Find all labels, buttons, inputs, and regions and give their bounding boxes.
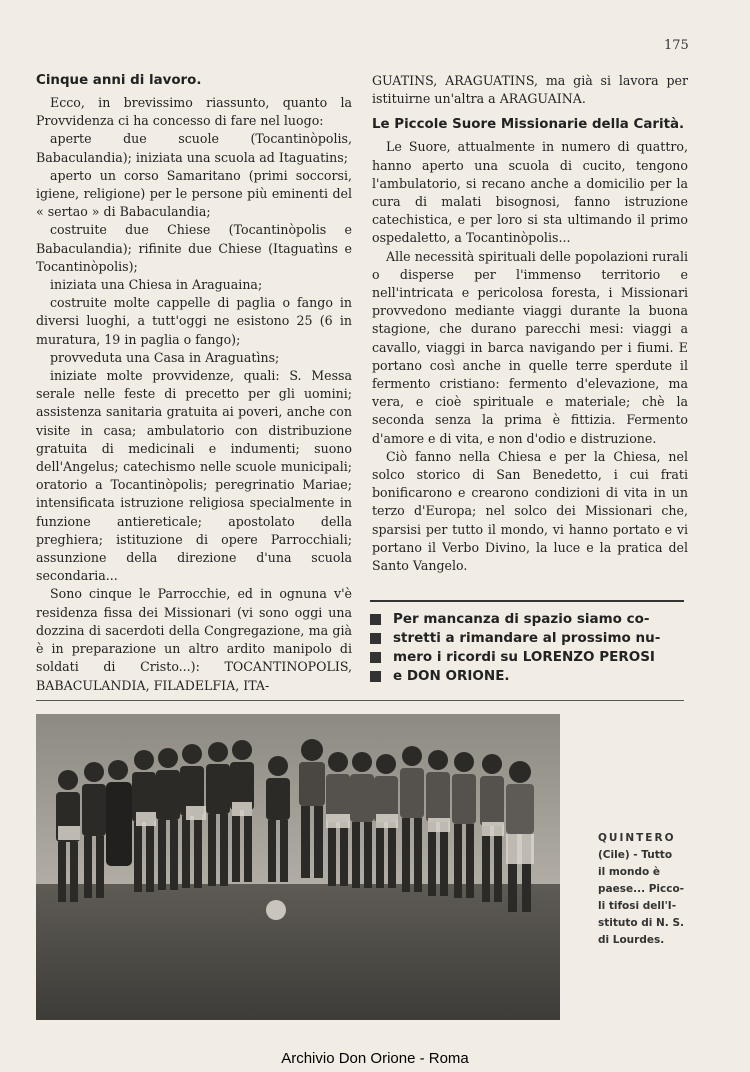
photo-top-rule	[36, 700, 684, 701]
paragraph-continuation: GUATINS, ARAGUATINS, ma già si lavora per istituirne un'altra a ARAGUAINA.	[372, 73, 688, 107]
paragraph: costruite due Chiese (Tocantinòpolis e Babaculandia); rifinite due Chiese (Itaguatìns e Tocantinòpolis);	[36, 222, 352, 274]
square-bullet-icon	[370, 633, 381, 644]
notice-text: e DON ORIONE.	[393, 668, 510, 684]
notice-line	[370, 629, 684, 648]
group-photo	[36, 714, 560, 1020]
caption-line: paese... Picco-	[598, 883, 685, 895]
paragraph: aperto un corso Samaritano (primi soccorsi, igiene, religione) per le persone più eminenti del « sertao » di Babaculandia;	[36, 167, 352, 220]
caption-place: QUINTERO	[598, 832, 676, 844]
square-bullet-icon	[370, 671, 381, 682]
paragraph: costruite molte cappelle di paglia o fango in diversi luoghi, a tutt'oggi ne esistono 25 (6 in muratura, 19 in paglia o fango);	[36, 295, 352, 347]
paragraph: Sono cinque le Parrocchie, ed in ognuna v'è residenza fissa dei Missionari (vi sono oggi una dozzina di sacerdoti della Congregazione, ma già è in preparazione un altro ardito manipolo di soldati di Cristo...): TOCANTINOPOLIS, BABACULANDIA, FILADELFIA, ITA-	[36, 586, 352, 693]
notice-text: mero i ricordi su LORENZO PEROSI	[393, 649, 655, 665]
football	[266, 900, 286, 920]
archive-footer: Archivio Don Orione - Roma	[281, 1050, 469, 1067]
paragraph: Ciò fanno nella Chiesa e per la Chiesa, nel solco storico di San Benedetto, i cui frati bonificarono e crearono condizioni di vita in un terzo d'Europa; nel solco dei Missionari che, sparsisi per tutto il mondo, vi hanno portato e vi portano il Verbo Divino, la luce e la pratica del Santo Vangelo.	[372, 448, 688, 574]
caption-line: stituto di N. S.	[598, 917, 685, 929]
paragraph: iniziata una Chiesa in Araguaina;	[50, 277, 263, 293]
paragraph: Ecco, in brevissimo riassunto, quanto la Provvidenza ci ha concesso di fare nel luogo:	[36, 95, 352, 129]
paragraph: iniziate molte provvidenze, quali: S. Messa serale nelle feste di precetto per gli uomini; assistenza sanitaria gratuita ai poveri, anche con visite in casa; ambulatorio con distribuzione gratuita di medicinali e indumenti; suono dell'Angelus; catechismo nelle scuole municipali; oratorio a Tocantinòpolis; peregrinatio Mariae; intensificata istruzione religiosa specialmente in funzione antiereticale; apostolato della preghiera; istituzione di opere Parrocchiali; assunzione della direzione d'una scuola secondaria...	[36, 368, 352, 584]
section-heading-cinque-anni: Cinque anni di lavoro.	[36, 73, 202, 88]
paragraph: provveduta una Casa in Araguatìns;	[50, 349, 280, 365]
paragraph: aperte due scuole (Tocantinòpolis, Babaculandia); iniziata una scuola ad Itaguatins;	[36, 131, 352, 165]
notice-top-rule	[370, 600, 684, 602]
notice-box	[370, 610, 684, 686]
caption-line: di Lourdes.	[598, 934, 665, 946]
paragraph: Le Suore, attualmente in numero di quattro, hanno aperto una scuola di cucito, tengono l'ambulatorio, si recano anche a domicilio per la cura di malati bisognosi, fanno istruzione catechistica, e per loro si sta ultimando il primo ospedaletto, a Tocantinòpolis...	[372, 139, 688, 246]
notice-line	[370, 648, 684, 667]
caption-line: (Cile) - Tutto	[598, 849, 673, 861]
caption-line: li tifosi dell'I-	[598, 900, 677, 912]
square-bullet-icon	[370, 652, 381, 663]
caption-line: il mondo è	[598, 866, 660, 878]
notice-text: Per mancanza di spazio siamo co-	[393, 611, 650, 627]
square-bullet-icon	[370, 614, 381, 625]
notice-line	[370, 610, 684, 629]
section-heading-piccole-suore: Le Piccole Suore Missionarie della Carità.	[372, 117, 685, 133]
page-number: 175	[664, 38, 689, 53]
notice-line	[370, 667, 684, 686]
right-column	[372, 72, 688, 575]
photo-caption	[598, 830, 692, 949]
group-photo-illustration	[36, 714, 560, 1020]
left-column	[36, 72, 352, 695]
notice-text: stretti a rimandare al prossimo nu-	[393, 630, 661, 646]
paragraph: Alle necessità spirituali delle popolazioni rurali o disperse per l'immenso territorio e nell'intricata e pericolosa foresta, i Missionari provvedono mediante viaggi durante la buona stagione, che durano parecchi mesi: viaggi a cavallo, viaggi in barca navigando per i fiumi. E portano così anche in quelle terre sperdute il fermento cristiano: fermento d'elevazione, ma vera, e cioè spirituale e materiale; chè la seconda senza la prima è fittizia. Fermento d'amore e di vita, e non d'odio e distruzione.	[372, 248, 688, 446]
